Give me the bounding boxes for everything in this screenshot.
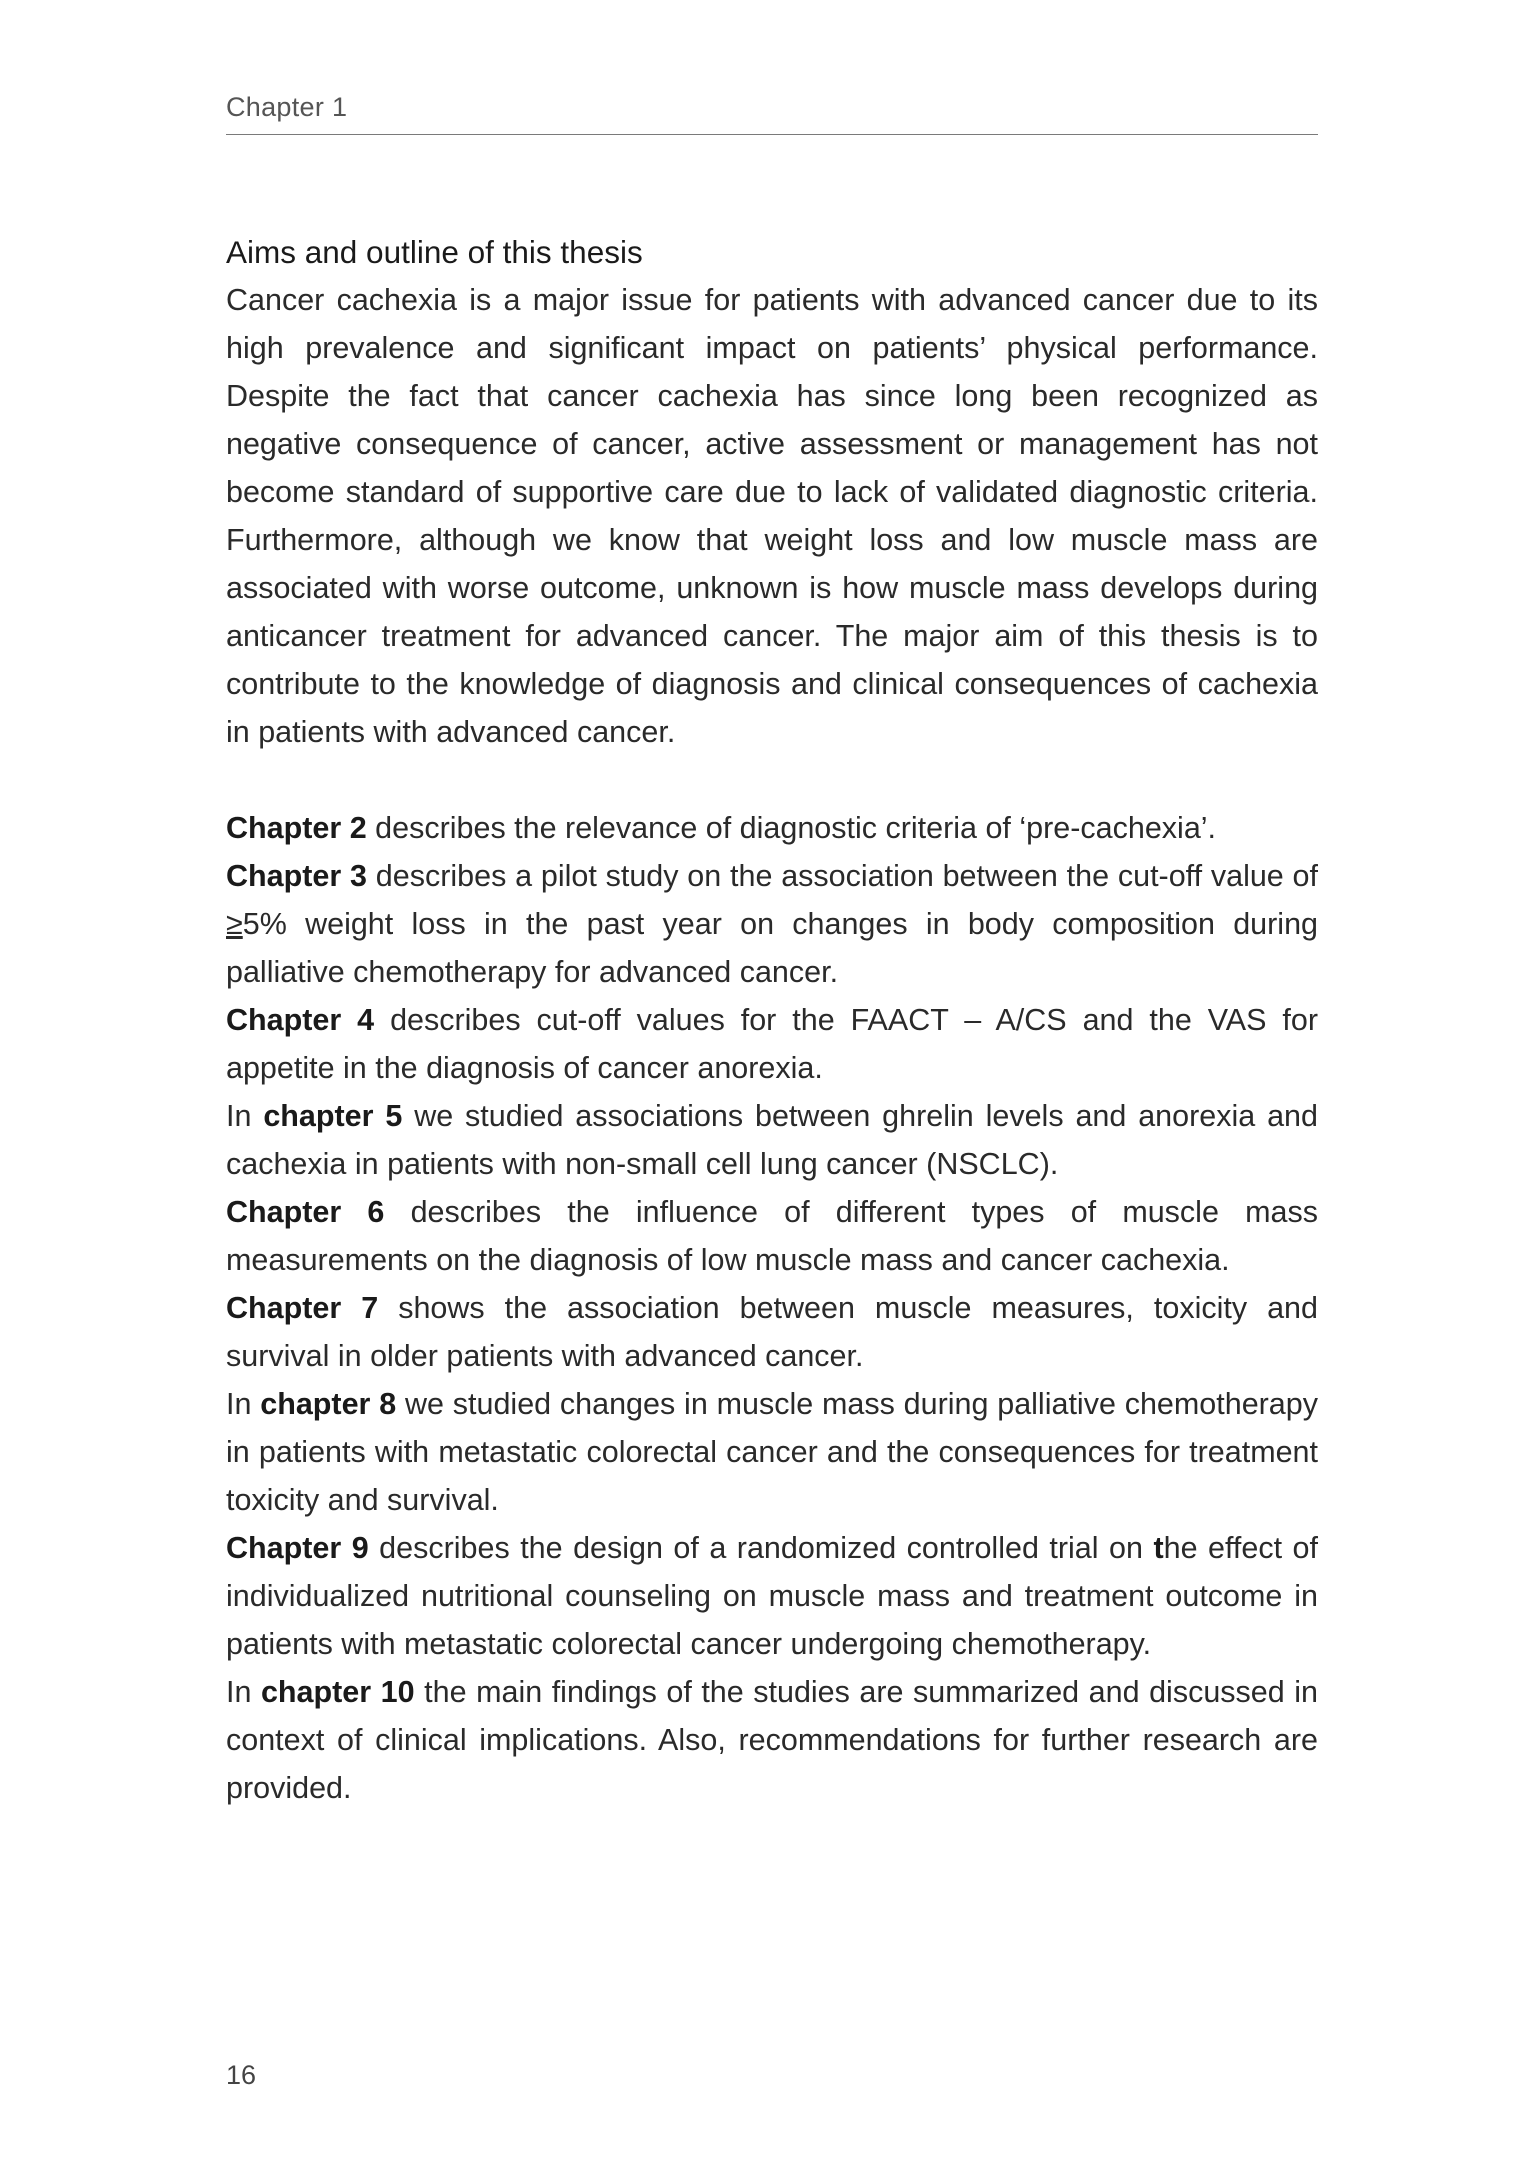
chapter-label: chapter 5 bbox=[263, 1099, 403, 1133]
chapter-prefix: In bbox=[226, 1675, 261, 1709]
chapter-summary-5 bbox=[226, 1092, 1318, 1188]
chapter-summary-3 bbox=[226, 852, 1318, 996]
chapter-summary-4 bbox=[226, 996, 1318, 1092]
running-header bbox=[226, 88, 1318, 135]
chapter-description: describes the influence of different types of muscle mass measurements on the diagnosis of low muscle mass and cancer cachexia. bbox=[226, 1195, 1318, 1277]
chapter-summary-7 bbox=[226, 1284, 1318, 1380]
chapter-prefix: In bbox=[226, 1387, 261, 1421]
chapter-description: we studied associations between ghrelin levels and anorexia and cachexia in patients with non-small cell lung cancer (NSCLC). bbox=[226, 1099, 1318, 1181]
chapter-label: Chapter 4 bbox=[226, 1003, 375, 1037]
chapter-label: Chapter 9 bbox=[226, 1531, 369, 1565]
chapter-summary-10 bbox=[226, 1668, 1318, 1812]
chapter-description: we studied changes in muscle mass during palliative chemotherapy in patients with metastatic colorectal cancer and the consequences for treatment toxicity and survival. bbox=[226, 1387, 1318, 1517]
chapter-description: describes cut-off values for the FAACT – A/CS and the VAS for appetite in the diagnosis of cancer anorexia. bbox=[226, 1003, 1318, 1085]
chapter-summary-2 bbox=[226, 804, 1318, 852]
chapter-label: chapter 8 bbox=[260, 1387, 397, 1421]
chapter-label: Chapter 7 bbox=[226, 1291, 379, 1325]
bold-letter: t bbox=[1153, 1531, 1164, 1565]
paragraph-gap bbox=[226, 756, 1318, 804]
chapter-summary-8 bbox=[226, 1380, 1318, 1524]
chapter-label: chapter 10 bbox=[260, 1675, 415, 1709]
section-heading: Aims and outline of this thesis bbox=[226, 234, 643, 270]
chapter-label: Chapter 3 bbox=[226, 859, 367, 893]
running-header-title: Chapter 1 bbox=[226, 92, 348, 122]
chapter-description: describes the relevance of diagnostic criteria of ‘pre-cachexia’. bbox=[366, 811, 1217, 845]
chapter-description: describes a pilot study on the association between the cut-off value of bbox=[367, 859, 1318, 893]
chapter-description: the main findings of the studies are summarized and discussed in context of clinical implications. Also, recommendations for further research are provided. bbox=[226, 1675, 1318, 1805]
intro-paragraph: Cancer cachexia is a major issue for patients with advanced cancer due to its high prevalence and significant impact on patients’ physical performance. Despite the fact that cancer cachexia has since long been recognized as negative consequence of cancer, active assessment or management has not become standard of supportive care due to lack of validated diagnostic criteria. Furthermore, although we know that weight loss and low muscle mass are associated with worse outcome, unknown is how muscle mass develops during anticancer treatment for advanced cancer. The major aim of this thesis is to contribute to the knowledge of diagnosis and clinical consequences of cachexia in patients with advanced cancer. bbox=[226, 283, 1318, 749]
chapter-summary-9 bbox=[226, 1524, 1318, 1668]
chapter-summary-6 bbox=[226, 1188, 1318, 1284]
chapter-label: Chapter 6 bbox=[226, 1195, 385, 1229]
chapter-description: shows the association between muscle measures, toxicity and survival in older patients with advanced cancer. bbox=[226, 1291, 1318, 1373]
page-content bbox=[226, 228, 1318, 1812]
chapter-prefix: In bbox=[226, 1099, 264, 1133]
chapter-label: Chapter 2 bbox=[226, 811, 367, 845]
chapter-description-cont: 5% weight loss in the past year on changes in body composition during palliative chemotherapy for advanced cancer. bbox=[226, 907, 1318, 989]
chapter-description: describes the design of a randomized controlled trial on bbox=[368, 1531, 1154, 1565]
greater-equal-symbol: ≥ bbox=[226, 907, 243, 941]
page-number: 16 bbox=[226, 2060, 257, 2090]
chapter-description-cont: he effect of individualized nutritional counseling on muscle mass and treatment outcome in patients with metastatic colorectal cancer undergoing chemotherapy. bbox=[226, 1531, 1318, 1661]
